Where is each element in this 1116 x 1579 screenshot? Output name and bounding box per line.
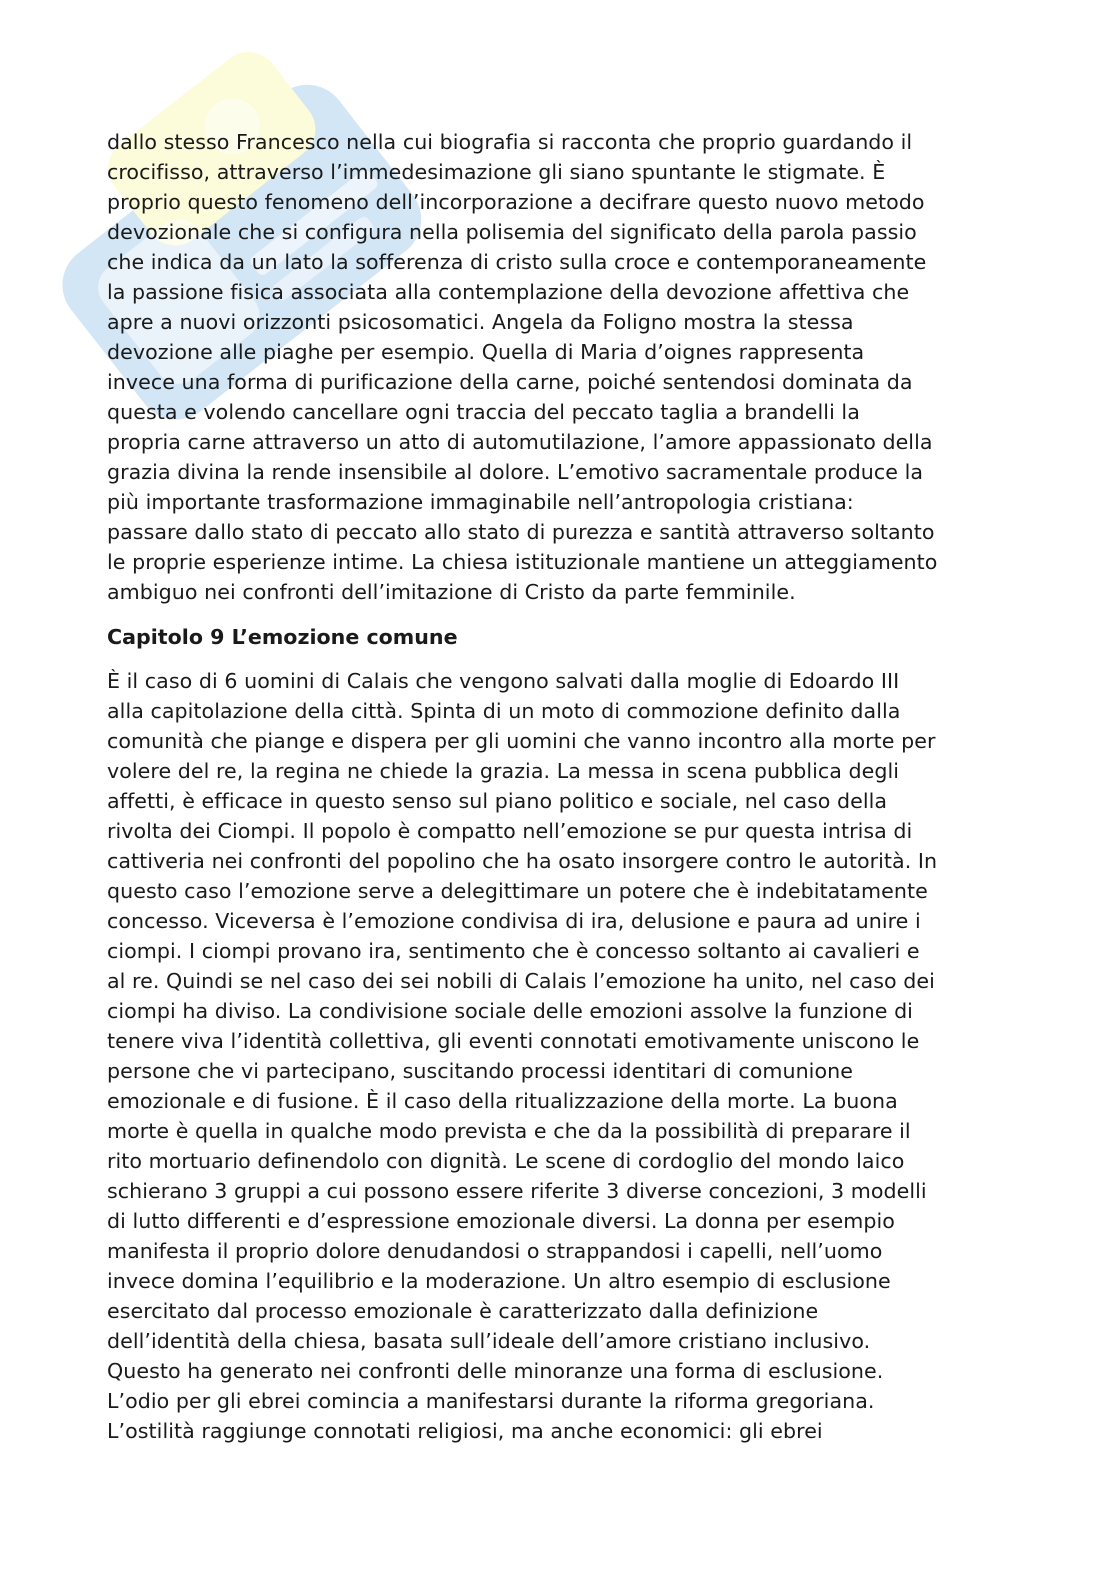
text-line: la passione fisica associata alla contemplazione della devozione affettiva che (107, 280, 910, 304)
text-line: volere del re, la regina ne chiede la grazia. La messa in scena pubblica degli (107, 759, 900, 783)
text-line: ciompi ha diviso. La condivisione sociale delle emozioni assolve la funzione di (107, 999, 913, 1023)
text-line: passare dallo stato di peccato allo stato di purezza e santità attraverso soltanto (107, 520, 935, 544)
chapter-heading: Capitolo 9 L’emozione comune (107, 625, 458, 649)
text-line: invece domina l’equilibrio e la moderazione. Un altro esempio di esclusione (107, 1269, 891, 1293)
text-line: più importante trasformazione immaginabile nell’antropologia cristiana: (107, 490, 854, 514)
text-line: affetti, è efficace in questo senso sul piano politico e sociale, nel caso della (107, 789, 888, 813)
text-line: Questo ha generato nei confronti delle minoranze una forma di esclusione. (107, 1359, 884, 1383)
paragraph-devozione (107, 127, 1007, 607)
text-line: ambiguo nei confronti dell’imitazione di Cristo da parte femminile. (107, 580, 796, 604)
text-line: rito mortuario definendolo con dignità. Le scene di cordoglio del mondo laico (107, 1149, 905, 1173)
text-line: di lutto differenti e d’espressione emozionale diversi. La donna per esempio (107, 1209, 895, 1233)
text-line: crocifisso, attraverso l’immedesimazione gli siano spuntante le stigmate. È (107, 160, 886, 184)
text-line: persone che vi partecipano, suscitando processi identitari di comunione (107, 1059, 853, 1083)
text-line: manifesta il proprio dolore denudandosi o strappandosi i capelli, nell’uomo (107, 1239, 883, 1263)
text-line: le proprie esperienze intime. La chiesa istituzionale mantiene un atteggiamento (107, 550, 938, 574)
text-line: schierano 3 gruppi a cui possono essere riferite 3 diverse concezioni, 3 modelli (107, 1179, 927, 1203)
text-line: questo caso l’emozione serve a delegittimare un potere che è indebitatamente (107, 879, 928, 903)
text-line: che indica da un lato la sofferenza di cristo sulla croce e contemporaneamente (107, 250, 927, 274)
text-line: alla capitolazione della città. Spinta di un moto di commozione definito dalla (107, 699, 901, 723)
text-line: devozionale che si configura nella polisemia del significato della parola passio (107, 220, 917, 244)
text-line: propria carne attraverso un atto di automutilazione, l’amore appassionato della (107, 430, 933, 454)
text-line: morte è quella in qualche modo prevista e che da la possibilità di preparare il (107, 1119, 911, 1143)
text-line: ciompi. I ciompi provano ira, sentimento che è concesso soltanto ai cavalieri e (107, 939, 920, 963)
paragraph-emozione-comune (107, 666, 1007, 1446)
text-line: al re. Quindi se nel caso dei sei nobili di Calais l’emozione ha unito, nel caso dei (107, 969, 935, 993)
document-page (107, 127, 1007, 1446)
text-line: L’odio per gli ebrei comincia a manifestarsi durante la riforma gregoriana. (107, 1389, 875, 1413)
text-line: devozione alle piaghe per esempio. Quella di Maria d’oignes rappresenta (107, 340, 865, 364)
text-line: invece una forma di purificazione della carne, poiché sentendosi dominata da (107, 370, 913, 394)
text-line: apre a nuovi orizzonti psicosomatici. Angela da Foligno mostra la stessa (107, 310, 854, 334)
text-line: tenere viva l’identità collettiva, gli eventi connotati emotivamente uniscono le (107, 1029, 920, 1053)
text-line: comunità che piange e dispera per gli uomini che vanno incontro alla morte per (107, 729, 936, 753)
text-line: rivolta dei Ciompi. Il popolo è compatto nell’emozione se pur questa intrisa di (107, 819, 913, 843)
text-line: esercitato dal processo emozionale è caratterizzato dalla definizione (107, 1299, 819, 1323)
text-line: proprio questo fenomeno dell’incorporazione a decifrare questo nuovo metodo (107, 190, 925, 214)
text-line: concesso. Viceversa è l’emozione condivisa di ira, delusione e paura ad unire i (107, 909, 921, 933)
text-line: cattiveria nei confronti del popolino che ha osato insorgere contro le autorità. In (107, 849, 938, 873)
text-line: dell’identità della chiesa, basata sull’ideale dell’amore cristiano inclusivo. (107, 1329, 871, 1353)
text-line: dallo stesso Francesco nella cui biografia si racconta che proprio guardando il (107, 130, 913, 154)
text-line: questa e volendo cancellare ogni traccia del peccato taglia a brandelli la (107, 400, 860, 424)
text-line: L’ostilità raggiunge connotati religiosi, ma anche economici: gli ebrei (107, 1419, 823, 1443)
text-line: emozionale e di fusione. È il caso della ritualizzazione della morte. La buona (107, 1089, 898, 1113)
text-line: grazia divina la rende insensibile al dolore. L’emotivo sacramentale produce la (107, 460, 924, 484)
text-line: È il caso di 6 uomini di Calais che vengono salvati dalla moglie di Edoardo III (107, 669, 900, 693)
